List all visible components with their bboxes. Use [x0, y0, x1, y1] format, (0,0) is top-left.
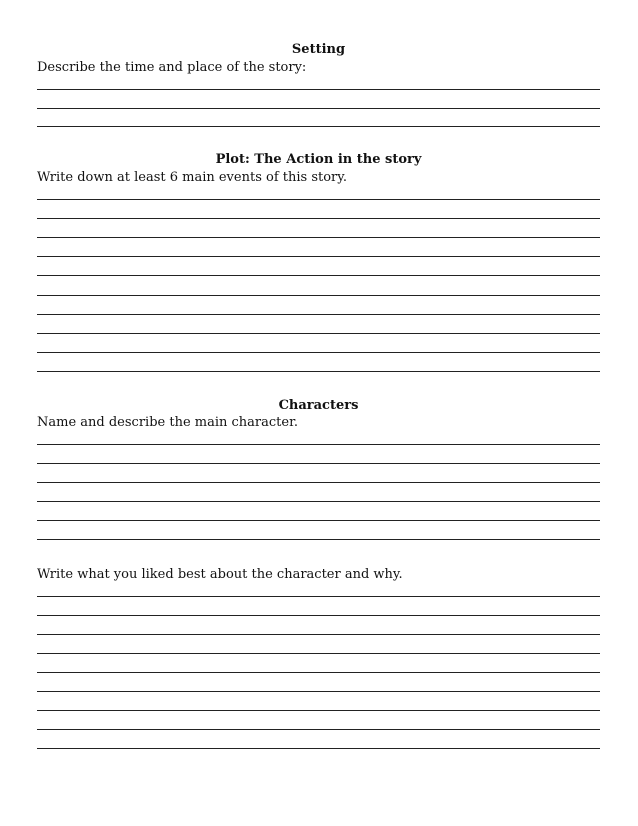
- answer-line: [37, 275, 600, 276]
- answer-line: [37, 596, 600, 597]
- setting-prompt: Describe the time and place of the story:: [37, 60, 307, 75]
- answer-line: [37, 748, 600, 749]
- answer-line: [37, 256, 600, 257]
- setting-heading: Setting: [291, 42, 346, 57]
- answer-line: [37, 89, 600, 90]
- answer-line: [37, 108, 600, 109]
- answer-line: [37, 539, 600, 540]
- answer-line: [37, 352, 600, 353]
- answer-line: [37, 463, 600, 464]
- answer-line: [37, 729, 600, 730]
- characters-prompt: Name and describe the main character.: [37, 415, 298, 430]
- answer-line: [37, 691, 600, 692]
- characters-heading: Characters: [278, 398, 359, 413]
- answer-line: [37, 710, 600, 711]
- plot-prompt: Write down at least 6 main events of this story.: [37, 170, 348, 185]
- answer-line: [37, 482, 600, 483]
- answer-line: [37, 672, 600, 673]
- answer-line: [37, 314, 600, 315]
- answer-line: [37, 126, 600, 127]
- answer-line: [37, 634, 600, 635]
- answer-line: [37, 653, 600, 654]
- answer-line: [37, 218, 600, 219]
- answer-line: [37, 444, 600, 445]
- answer-line: [37, 520, 600, 521]
- answer-line: [37, 371, 600, 372]
- answer-line: [37, 295, 600, 296]
- plot-heading: Plot: The Action in the story: [215, 152, 422, 167]
- answer-line: [37, 501, 600, 502]
- answer-line: [37, 333, 600, 334]
- answer-line: [37, 237, 600, 238]
- liked-prompt: Write what you liked best about the character and why.: [37, 567, 403, 582]
- answer-line: [37, 199, 600, 200]
- answer-line: [37, 615, 600, 616]
